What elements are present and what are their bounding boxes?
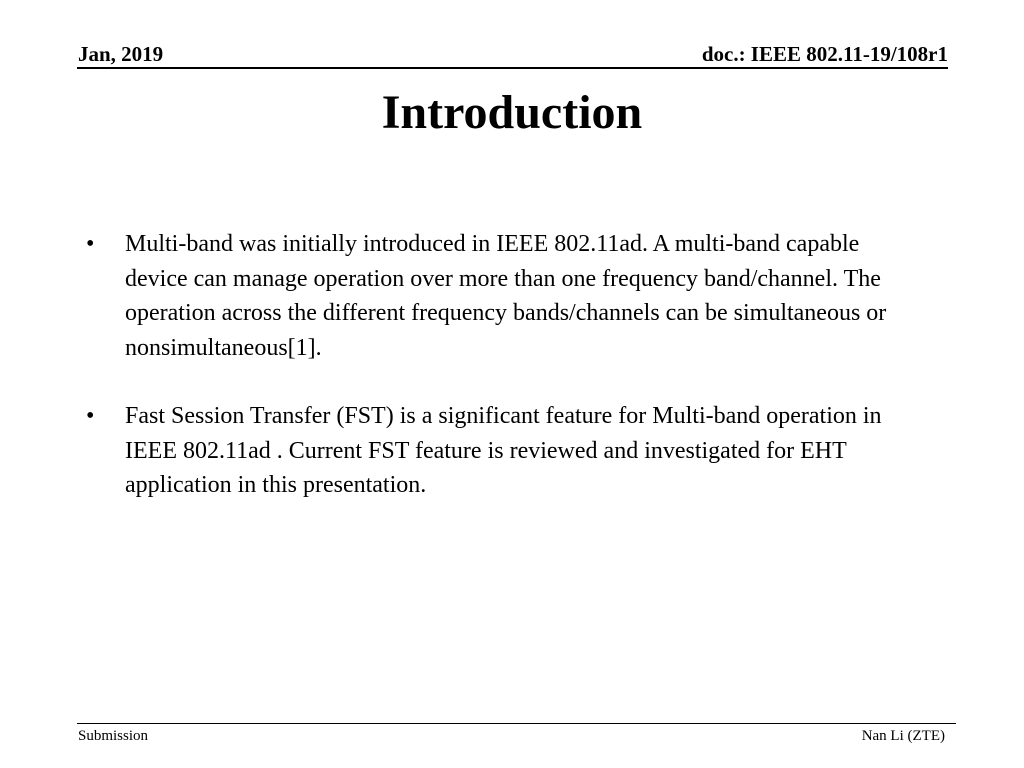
bullet-item [80, 399, 920, 503]
header-divider [77, 67, 948, 69]
header-date: Jan, 2019 [78, 42, 164, 66]
bullet-item [80, 227, 920, 365]
slide-title: Introduction [381, 86, 643, 139]
footer-author: Nan Li (ZTE) [861, 728, 945, 744]
bullet-marker: • [86, 403, 95, 429]
footer-submission: Submission [78, 728, 149, 744]
header-doc-id: doc.: IEEE 802.11-19/108r1 [701, 42, 948, 66]
bullet-text: Fast Session Transfer (FST) is a significant feature for Multi-band operation in IEEE 802.11ad . Current FST feature is reviewed and investigated for EHT application in this presentation. [125, 403, 882, 498]
bullet-list [80, 227, 920, 537]
footer-divider [77, 723, 956, 724]
bullet-text: Multi-band was initially introduced in IEEE 802.11ad. A multi-band capable device can manage operation over more than one frequency band/channel. The operation across the different frequency bands/channels can be simultaneous or nonsimultaneous[1]. [125, 231, 887, 361]
bullet-marker: • [86, 231, 95, 257]
